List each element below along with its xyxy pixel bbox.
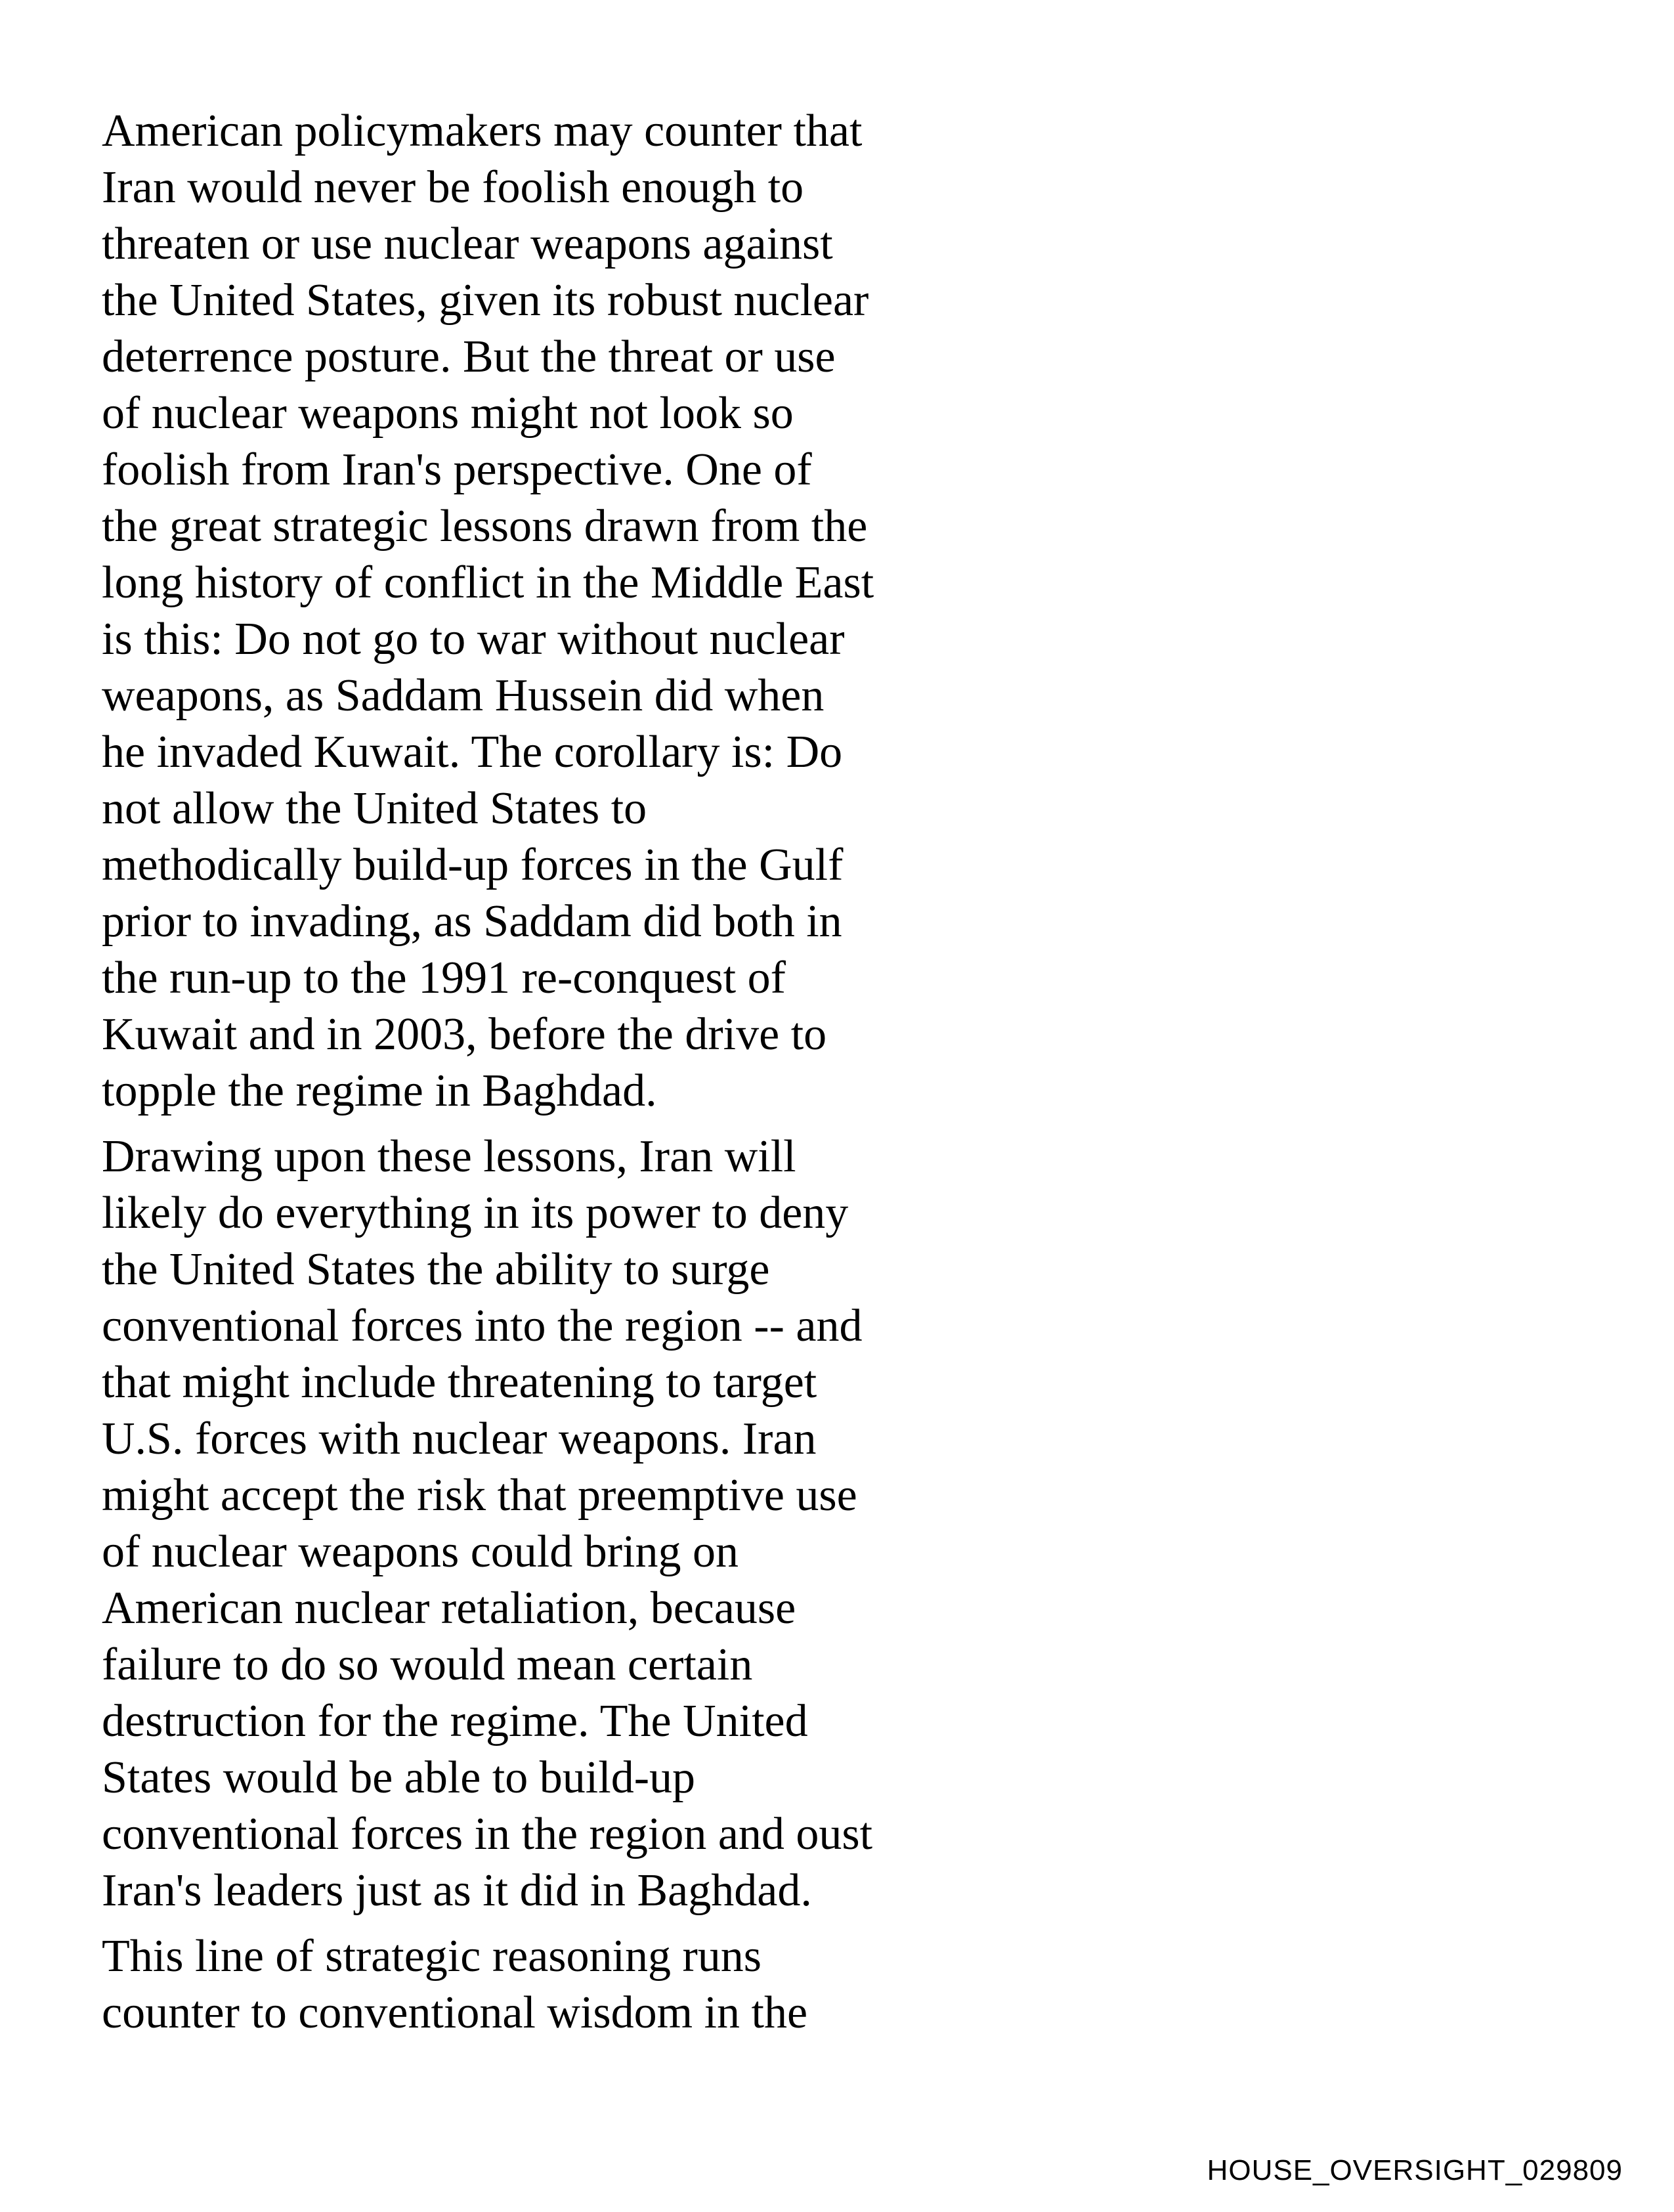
text-line: of nuclear weapons might not look so bbox=[102, 388, 794, 439]
text-line: Drawing upon these lessons, Iran will bbox=[102, 1131, 796, 1182]
text-line: threaten or use nuclear weapons against bbox=[102, 219, 833, 269]
document-body bbox=[102, 103, 955, 2041]
text-line: might accept the risk that preemptive use bbox=[102, 1470, 857, 1521]
text-line: long history of conflict in the Middle East bbox=[102, 557, 874, 608]
text-line: of nuclear weapons could bring on bbox=[102, 1527, 739, 1577]
text-line: the United States, given its robust nuclear bbox=[102, 275, 869, 326]
text-line: American nuclear retaliation, because bbox=[102, 1583, 796, 1634]
text-line: is this: Do not go to war without nuclear bbox=[102, 614, 845, 664]
text-line: counter to conventional wisdom in the bbox=[102, 1987, 808, 2038]
text-line: conventional forces in the region and oust bbox=[102, 1809, 873, 1859]
text-line: Kuwait and in 2003, before the drive to bbox=[102, 1009, 827, 1060]
paragraph-3 bbox=[102, 1928, 955, 2041]
text-line: not allow the United States to bbox=[102, 783, 647, 834]
text-line: conventional forces into the region -- and bbox=[102, 1301, 863, 1351]
text-line: likely do everything in its power to deny bbox=[102, 1188, 849, 1238]
text-line: weapons, as Saddam Hussein did when bbox=[102, 670, 825, 721]
text-line: deterrence posture. But the threat or use bbox=[102, 332, 836, 382]
text-line: destruction for the regime. The United bbox=[102, 1696, 808, 1746]
text-line: Iran's leaders just as it did in Baghdad. bbox=[102, 1865, 812, 1916]
paragraph-2 bbox=[102, 1129, 955, 1919]
text-line: U.S. forces with nuclear weapons. Iran bbox=[102, 1414, 817, 1464]
paragraph-1 bbox=[102, 103, 955, 1119]
text-line: the great strategic lessons drawn from the bbox=[102, 501, 868, 552]
text-line: the run-up to the 1991 re-conquest of bbox=[102, 953, 786, 1003]
text-line: that might include threatening to target bbox=[102, 1357, 817, 1408]
text-line: methodically build-up forces in the Gulf bbox=[102, 840, 844, 890]
text-line: States would be able to build-up bbox=[102, 1752, 696, 1803]
text-line: prior to invading, as Saddam did both in bbox=[102, 896, 842, 947]
text-line: American policymakers may counter that bbox=[102, 106, 863, 156]
text-line: failure to do so would mean certain bbox=[102, 1639, 753, 1690]
text-line: Iran would never be foolish enough to bbox=[102, 162, 804, 213]
text-line: This line of strategic reasoning runs bbox=[102, 1931, 762, 1982]
text-line: the United States the ability to surge bbox=[102, 1244, 770, 1295]
text-line: he invaded Kuwait. The corollary is: Do bbox=[102, 727, 843, 777]
text-line: foolish from Iran's perspective. One of bbox=[102, 445, 812, 495]
text-line: topple the regime in Baghdad. bbox=[102, 1066, 657, 1116]
bates-number: HOUSE_OVERSIGHT_029809 bbox=[1207, 2154, 1623, 2186]
